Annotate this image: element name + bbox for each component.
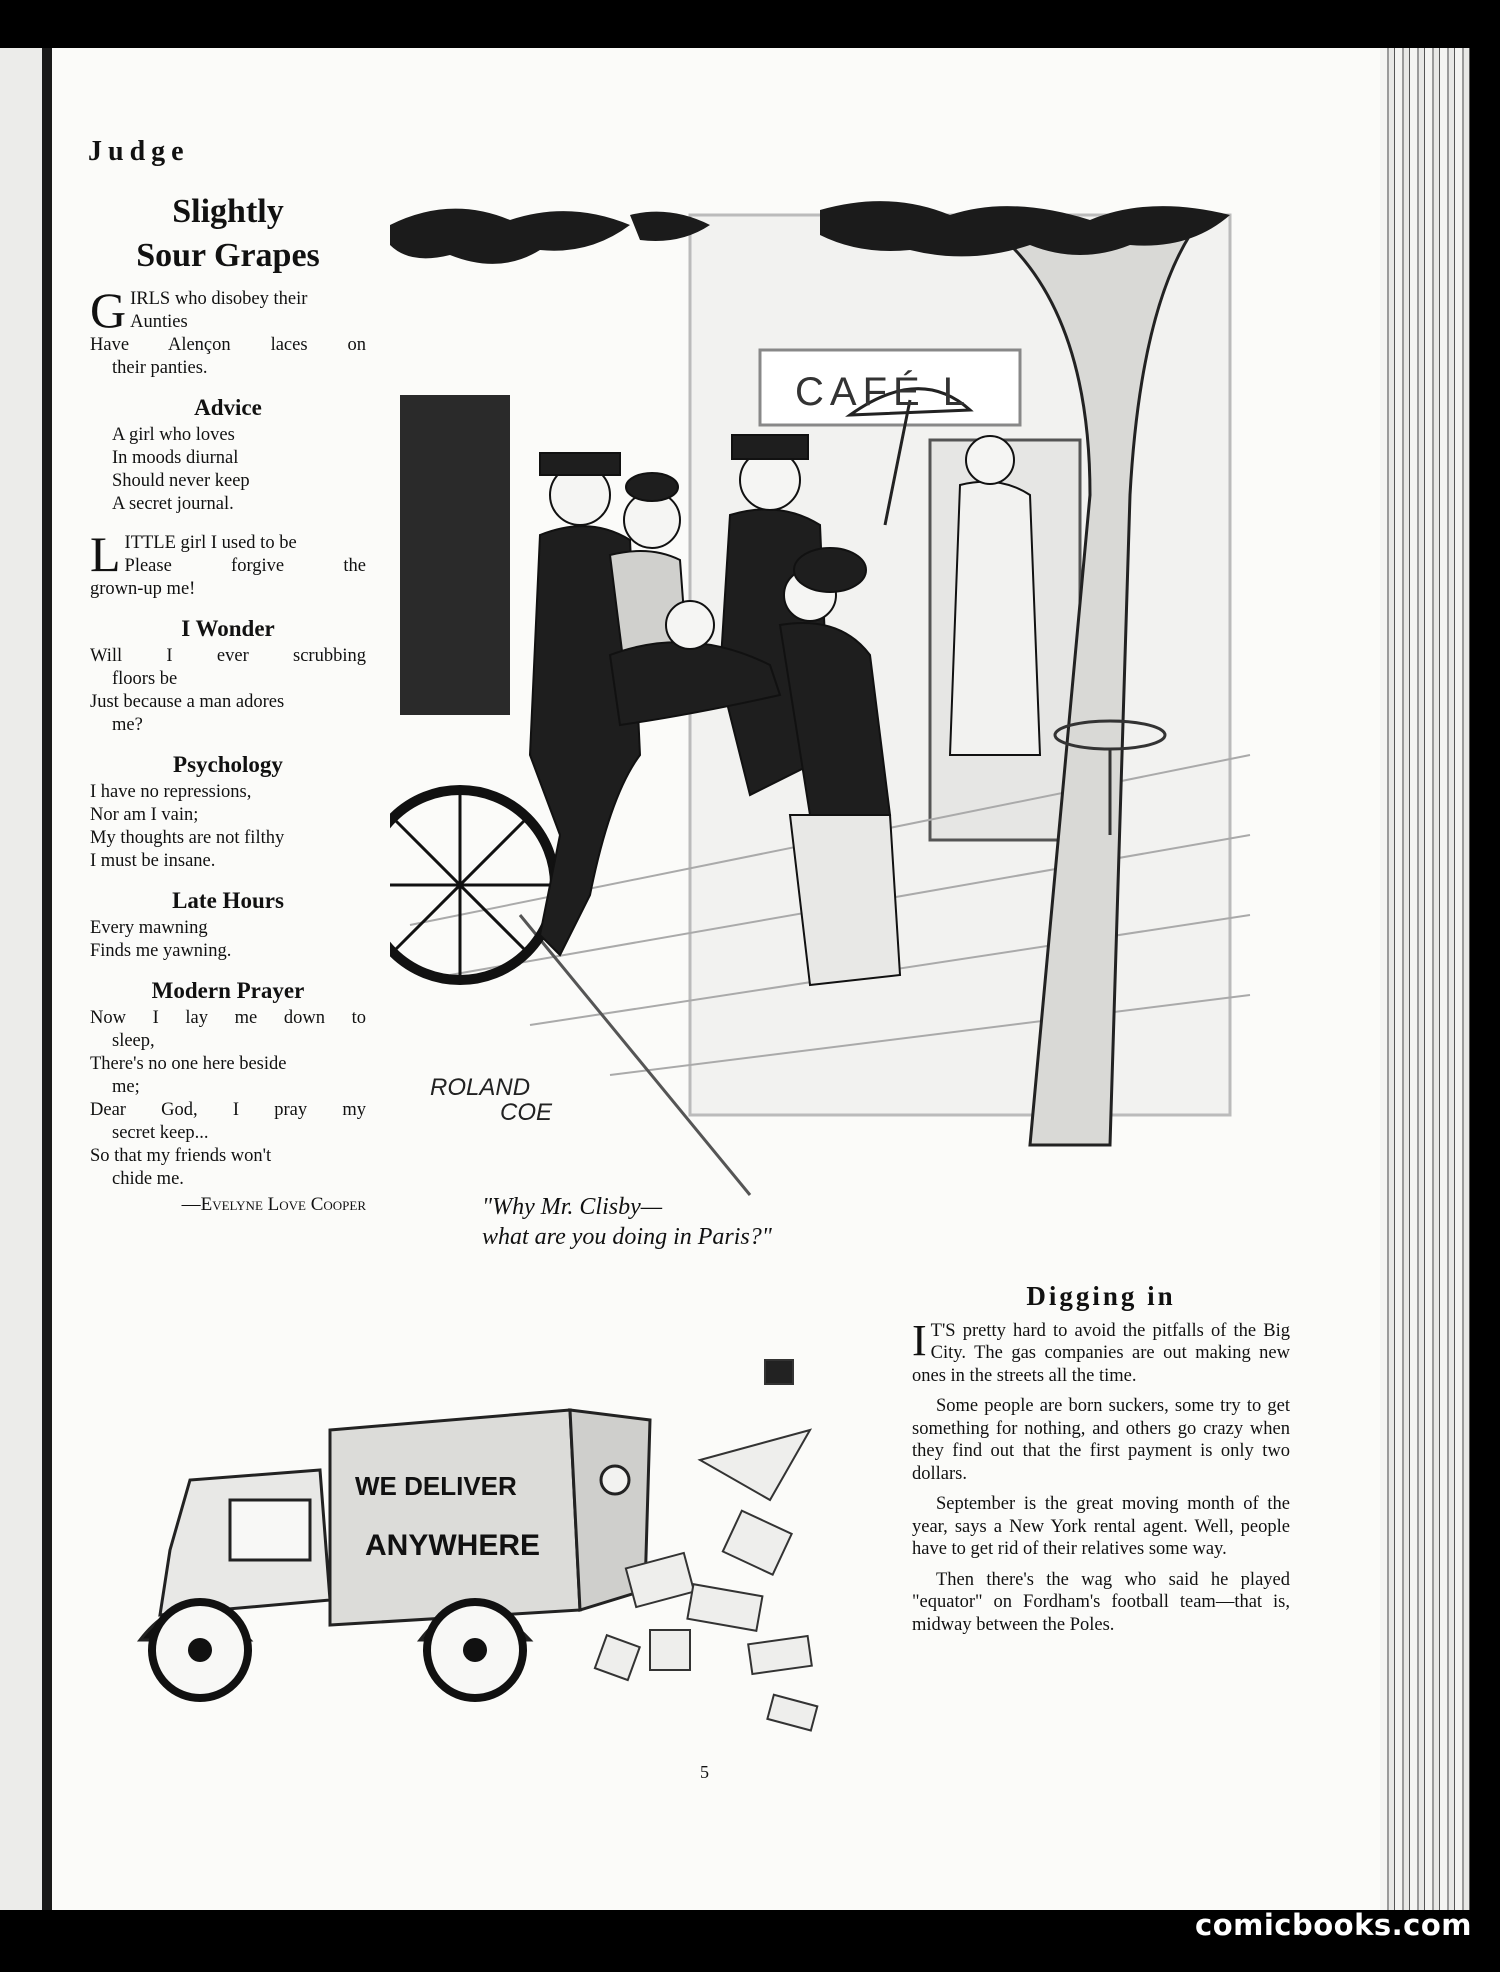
- poem-psychology: I have no repressions, Nor am I vain; My thoughts are not filthy I must be insane.: [90, 782, 285, 871]
- poem-girls: G IRLS who disobey their Aunties Have Alençon laces on their panties.: [90, 282, 366, 378]
- poem-late-hours: Every mawning Finds me yawning.: [90, 918, 232, 961]
- poem-heading-prayer: Modern Prayer: [151, 978, 305, 1003]
- article-paragraph: Then there's the wag who said he played "equator" on Fordham's football team—that is, midway between the Poles.: [912, 1569, 1290, 1635]
- cartoon-caption: "Why Mr. Clisby— what are you doing in Paris?": [482, 1194, 772, 1250]
- drop-cap: L: [90, 526, 121, 582]
- poem-advice: A girl who loves In moods diurnal Should never keep A secret journal.: [112, 425, 250, 514]
- poem-heading-advice: Advice: [194, 395, 262, 420]
- scan-border: [1470, 48, 1500, 1910]
- poem-wonder: Will I ever scrubbing floors be Just because a man adores me?: [90, 646, 366, 735]
- drop-cap: G: [90, 282, 127, 338]
- article-paragraph: September is the great moving month of the year, says a New York rental agent. Well, people have to get rid of their relatives some way.: [912, 1494, 1290, 1559]
- truck-lettering-top: WE DELIVER: [355, 1471, 517, 1501]
- truck-lettering-bottom: ANYWHERE: [365, 1529, 541, 1562]
- artist-signature: ROLAND: [430, 1074, 531, 1101]
- poem-heading-late-hours: Late Hours: [172, 888, 284, 913]
- page-title: Slightly Sour Grapes: [136, 193, 320, 274]
- delivery-truck-cartoon: [130, 1340, 890, 1740]
- drop-cap: I: [912, 1315, 927, 1365]
- binding-gutter: [42, 48, 52, 1910]
- digging-in-column: [912, 1281, 1290, 1644]
- article-paragraph: Some people are born suckers, some try to get something for nothing, and others go crazy when they find out that the first payment is only two dollars.: [912, 1396, 1290, 1484]
- page-stack-edges: [1380, 48, 1470, 1910]
- author-byline: —Evelyne Love Cooper: [181, 1194, 366, 1215]
- masthead: Judge: [88, 136, 190, 167]
- page-number: 5: [700, 1762, 709, 1782]
- article-heading: Digging in: [1026, 1281, 1176, 1311]
- artist-signature-2: COE: [500, 1099, 553, 1126]
- site-watermark: comicbooks.com: [1195, 1908, 1472, 1942]
- poems-column: [90, 190, 366, 1216]
- paris-street-cartoon: [390, 195, 1270, 1210]
- cafe-sign: CAFÉ L: [795, 370, 972, 414]
- poem-heading-psychology: Psychology: [173, 752, 283, 777]
- poem-prayer: Now I lay me down to sleep, There's no one here beside me; Dear God, I pray my secret keep... So that my friends won't chide me.: [90, 1008, 366, 1189]
- article-paragraph: I T'S pretty hard to avoid the pitfalls of the Big City. The gas companies are out making new ones in the streets all the time.: [912, 1315, 1290, 1386]
- poem-little-girl: L ITTLE girl I used to be Please forgive the grown-up me!: [90, 526, 366, 599]
- poem-heading-wonder: I Wonder: [181, 616, 275, 641]
